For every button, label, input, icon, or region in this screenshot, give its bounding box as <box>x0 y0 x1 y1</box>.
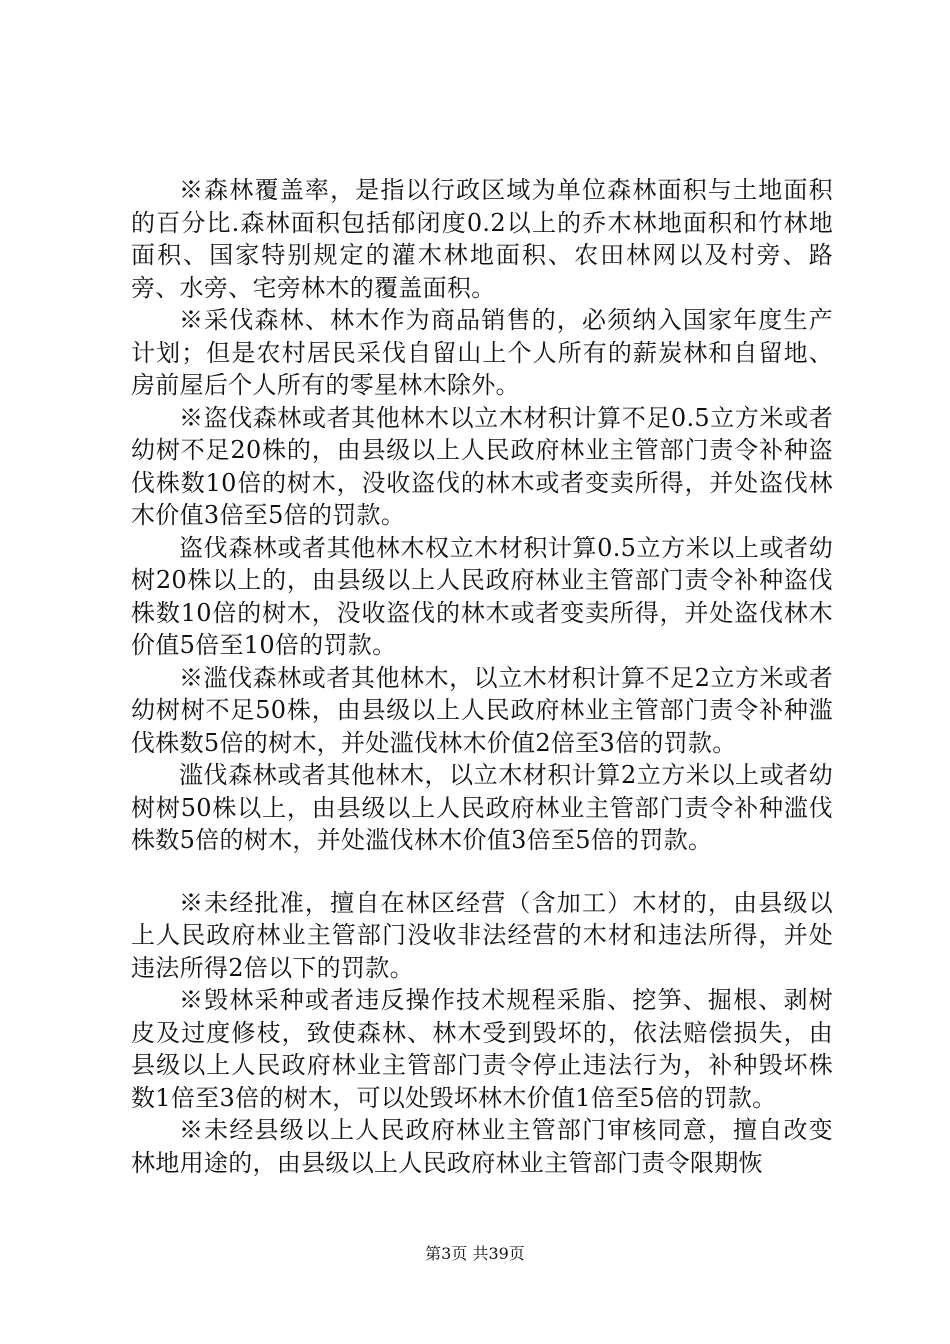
paragraph-logging-plan: ※采伐森林、林木作为商品销售的，必须纳入国家年度生产计划；但是农村居民采伐自留山上个人所有的薪炭林和自留地、房前屋后个人所有的零星林木除外。 <box>131 306 833 399</box>
paragraph-overcutting-minor: ※滥伐森林或者其他林木，以立木材积计算不足2立方米或者幼树树不足50株，由县级以上人民政府林业主管部门责令补种滥伐株数5倍的树木，并处滥伐林木价值2倍至3倍的罚款。 <box>131 663 833 757</box>
paragraph-forest-damage: ※毁林采种或者违反操作技术规程采脂、挖笋、掘根、剥树皮及过度修枝，致使森林、林木受到毁坏的，依法赔偿损失，由县级以上人民政府林业主管部门责令停止违法行为，补种毁坏株数1倍至3倍的树木，可以处毁坏林木价值1倍至5倍的罚款。 <box>131 986 833 1112</box>
page-number-footer: 第3页 共39页 <box>425 1244 525 1263</box>
paragraph-theft-major: 盗伐森林或者其他林木权立木材积计算0.5立方米以上或者幼树20株以上的，由县级以上人民政府林业主管部门责令补种盗伐株数10倍的树木，没收盗伐的林木或者变卖所得，并处盗伐林木价值5倍至10倍的罚款。 <box>131 533 833 659</box>
paragraph-theft-minor: ※盗伐森林或者其他林木以立木材积计算不足0.5立方米或者幼树不足20株的，由县级以上人民政府林业主管部门责令补种盗伐株数10倍的树木，没收盗伐的林木或者变卖所得，并处盗伐林木价值3倍至5倍的罚款。 <box>131 403 833 529</box>
paragraph-overcutting-major: 滥伐森林或者其他林木，以立木材积计算2立方米以上或者幼树树50株以上，由县级以上人民政府林业主管部门责令补种滥伐株数5倍的树木，并处滥伐林木价值3倍至5倍的罚款。 <box>131 761 833 854</box>
paragraph-unlicensed-timber: ※未经批准，擅自在林区经营（含加工）木材的，由县级以上人民政府林业主管部门没收非法经营的木材和违法所得，并处违法所得2倍以下的罚款。 <box>131 888 833 982</box>
paragraph-land-use-change: ※未经县级以上人民政府林业主管部门审核同意，擅自改变林地用途的，由县级以上人民政府林业主管部门责令限期恢 <box>131 1116 833 1177</box>
paragraph-forest-coverage: ※森林覆盖率，是指以行政区域为单位森林面积与土地面积的百分比.森林面积包括郁闭度0.2以上的乔木林地面积和竹林地面积、国家特别规定的灌木林地面积、农田林网以及村旁、路旁、水旁、宅旁林木的覆盖面积。 <box>131 176 833 302</box>
document-body <box>131 174 833 1179</box>
